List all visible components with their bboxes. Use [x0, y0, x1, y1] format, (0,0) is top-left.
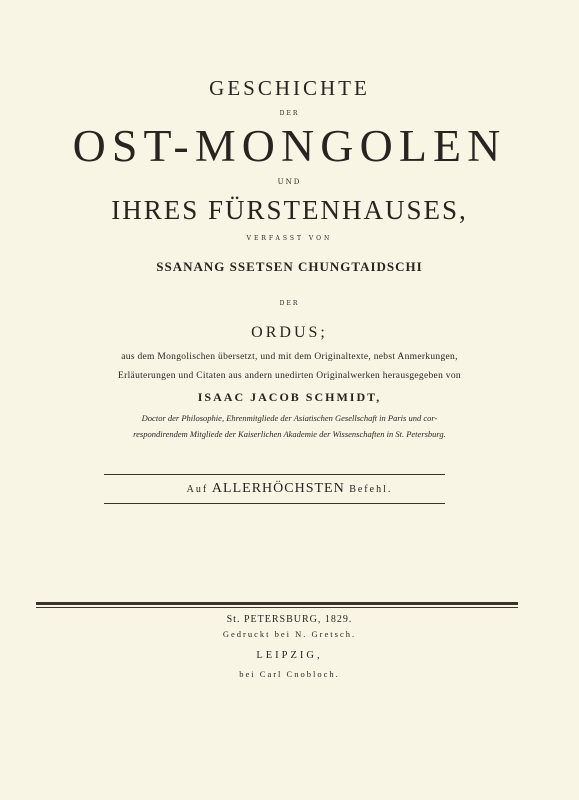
befehl-rule-bottom: [104, 503, 445, 504]
body-line-2: Erläuterungen und Citaten aus andern unedirten Originalwerken herausgegeben von: [118, 371, 461, 381]
befehl-line: [0, 482, 579, 496]
editor-credentials-line-2: respondirendem Mitgliede der Kaiserlichen Akademie der Wissenschaften in St. Petersburg.: [133, 429, 446, 439]
title-ordus: ORDUS;: [251, 324, 328, 341]
imprint-city: LEIPZIG,: [256, 650, 323, 661]
befehl-part-2: ALLERHÖCHSTEN: [211, 481, 345, 496]
title-furstenhauses: IHRES FÜRSTENHAUSES,: [111, 195, 468, 225]
author-name: SSANANG SSETSEN CHUNGTAIDSCHI: [156, 259, 423, 274]
title-verfasst-von: VERFASST VON: [246, 235, 333, 242]
imprint-publisher: bei Carl Cnobloch.: [239, 669, 340, 679]
main-title: OST-MONGOLEN: [72, 121, 507, 171]
imprint-rule-thin: [36, 607, 518, 608]
title-der-1: DER: [279, 110, 300, 117]
title-der-2: DER: [279, 300, 300, 307]
imprint-rule-thick: [36, 602, 518, 605]
editor-credentials-line-1: Doctor der Philosophie, Ehrenmitgliede der Asiatischen Gesellschaft in Paris und cor-: [141, 413, 438, 423]
title-geschichte: GESCHICHTE: [209, 76, 370, 100]
befehl-part-3: Befehl.: [349, 484, 393, 495]
body-line-1: aus dem Mongolischen übersetzt, und mit dem Originaltexte, nebst Anmerkungen,: [121, 352, 458, 362]
imprint-printer: Gedruckt bei N. Gretsch.: [222, 629, 357, 639]
befehl-rule-top: [104, 474, 445, 475]
editor-name: ISAAC JACOB SCHMIDT,: [197, 390, 382, 404]
title-und: UND: [277, 178, 302, 186]
imprint-place-date: St. PETERSBURG, 1829.: [226, 614, 353, 625]
befehl-part-1: Auf: [186, 484, 209, 495]
